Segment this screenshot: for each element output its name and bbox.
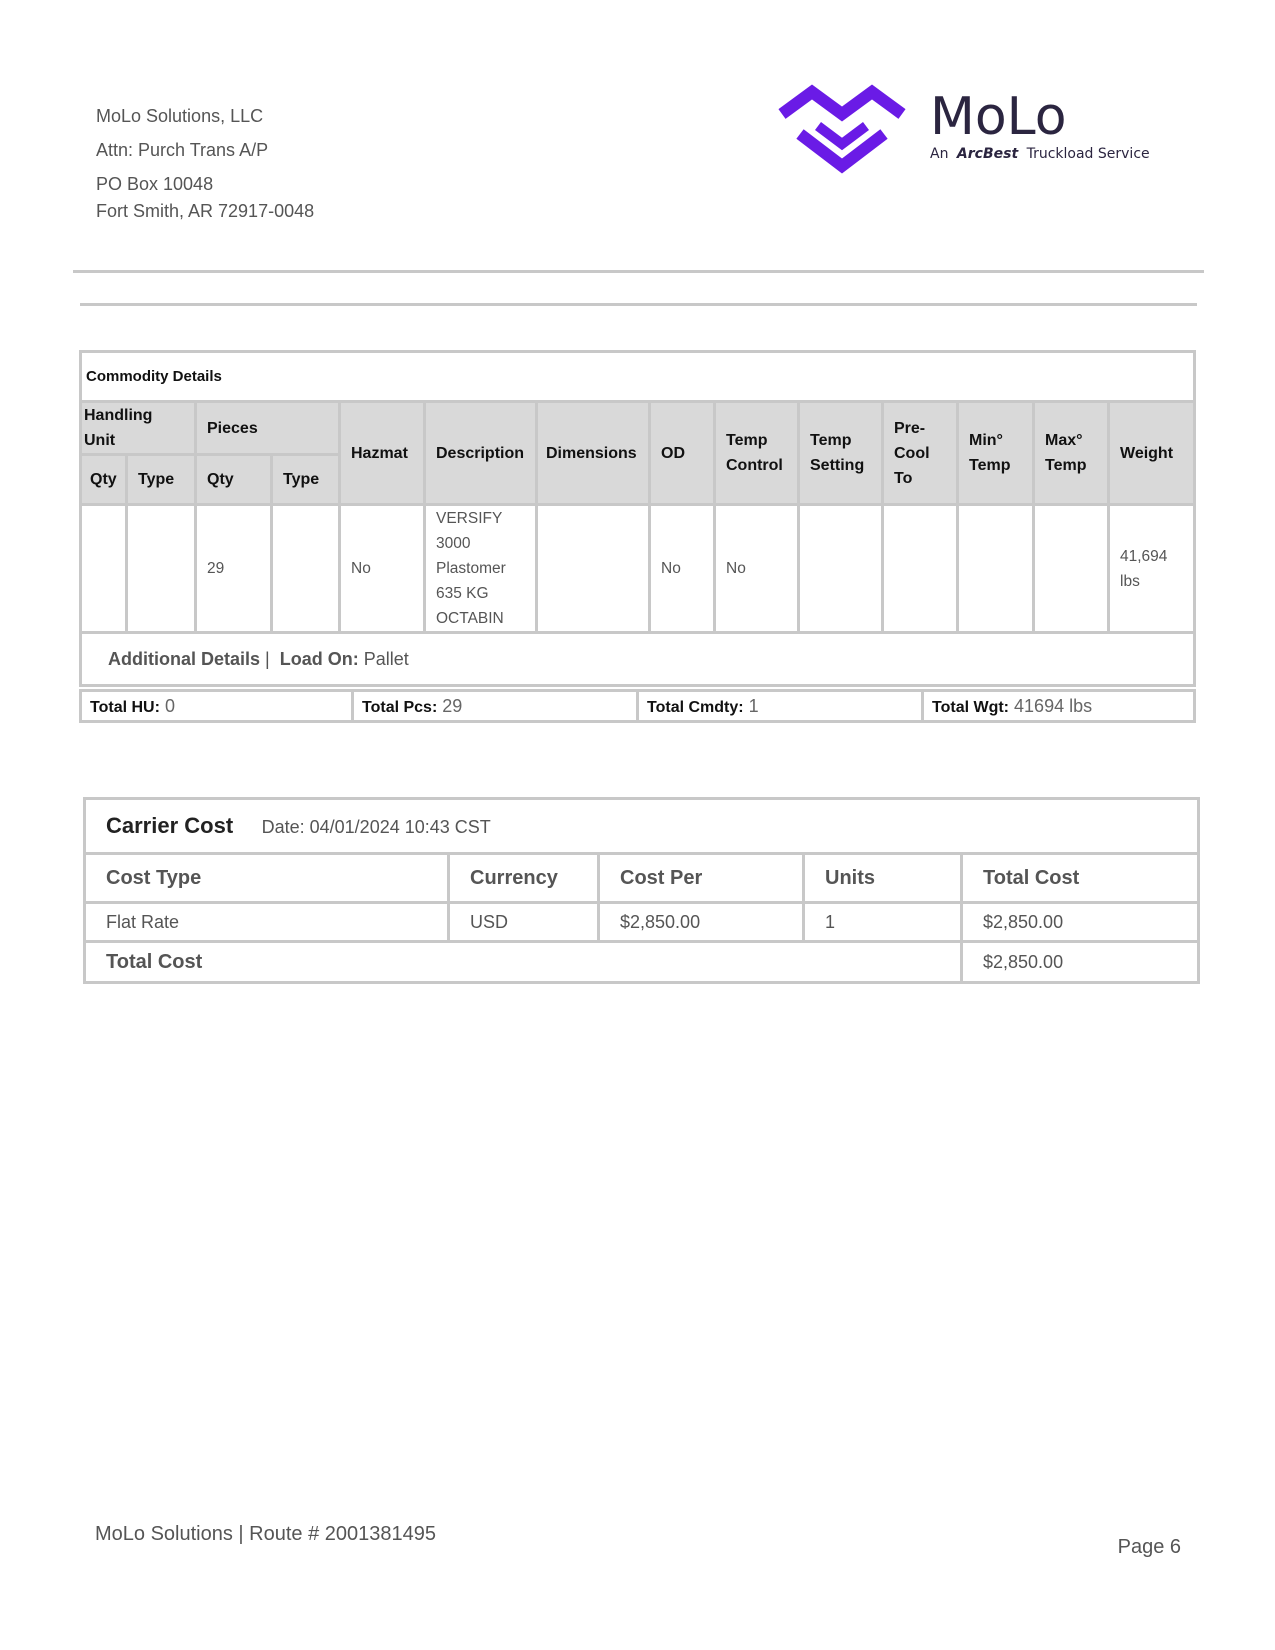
molo-logo [776, 84, 1156, 179]
total-pcs [353, 691, 638, 722]
header-dimensions: Dimensions [537, 402, 650, 505]
header-pre-cool-to: Pre- Cool To [883, 402, 958, 505]
additional-details-label: Additional Details [108, 648, 261, 669]
total-wgt-label: Total Wgt: [932, 698, 1010, 716]
cell-total-cost: $2,850.00 [962, 903, 1199, 942]
commodity-totals [79, 689, 1196, 723]
header-description: Description [425, 402, 537, 505]
cell-dimensions [537, 505, 650, 633]
cell-hazmat: No [340, 505, 425, 633]
header-currency: Currency [449, 854, 599, 903]
header-od: OD [650, 402, 715, 505]
header-hu-qty: Qty [81, 455, 127, 505]
cell-od: No [650, 505, 715, 633]
logo-tagline-prefix: An [930, 146, 949, 162]
total-hu-label: Total HU: [90, 698, 160, 716]
header-units: Units [804, 854, 962, 903]
cell-cost-per: $2,850.00 [599, 903, 804, 942]
additional-details [81, 633, 1195, 686]
cell-pcs-type [272, 505, 340, 633]
page-number: Page 6 [1117, 1536, 1181, 1558]
header-temp-control: Temp Control [715, 402, 799, 505]
address-company: MoLo Solutions, LLC [96, 106, 264, 126]
logo-wordmark: MoLo [930, 87, 1067, 147]
cell-temp-setting [799, 505, 883, 633]
total-hu-value: 0 [164, 695, 175, 716]
cell-pre-cool-to [883, 505, 958, 633]
cell-hu-qty [81, 505, 127, 633]
address-attn: Attn: Purch Trans A/P [96, 140, 269, 160]
header-divider [73, 270, 1204, 273]
total-cost-value: $2,850.00 [962, 942, 1199, 983]
commodity-details-table [79, 350, 1196, 687]
cell-units: 1 [804, 903, 962, 942]
address-city: Fort Smith, AR 72917-0048 [96, 201, 315, 221]
total-hu [81, 691, 353, 722]
header-cost-per: Cost Per [599, 854, 804, 903]
molo-logo-mark [782, 92, 902, 166]
header-hu-type: Type [127, 455, 196, 505]
total-pcs-label: Total Pcs: [362, 698, 438, 716]
header-cost-type: Cost Type [85, 854, 449, 903]
cell-max-temp [1034, 505, 1109, 633]
cell-min-temp [958, 505, 1034, 633]
section-divider [80, 303, 1197, 306]
commodity-row [81, 505, 1195, 633]
logo-tagline [930, 146, 1150, 162]
total-wgt-value: 41694 lbs [1014, 695, 1093, 716]
footer-route: MoLo Solutions | Route # 2001381495 [95, 1523, 437, 1545]
header-hazmat: Hazmat [340, 402, 425, 505]
header-temp-setting: Temp Setting [799, 402, 883, 505]
total-cmdty-label: Total Cmdty: [647, 698, 744, 716]
load-on-label: Load On: [279, 648, 359, 669]
additional-details-separator: | [265, 648, 270, 669]
load-on-value: Pallet [363, 648, 409, 669]
cell-cost-type: Flat Rate [85, 903, 449, 942]
header-weight: Weight [1109, 402, 1195, 505]
logo-tagline-suffix: Truckload Service [1026, 146, 1150, 162]
cell-currency: USD [449, 903, 599, 942]
total-cmdty [638, 691, 923, 722]
header-pcs-type: Type [272, 455, 340, 505]
total-wgt [923, 691, 1195, 722]
carrier-cost-date: Date: 04/01/2024 10:43 CST [261, 817, 491, 837]
cell-temp-control: No [715, 505, 799, 633]
address-po-box: PO Box 10048 [96, 174, 214, 194]
cell-weight: 41,694 lbs [1109, 505, 1195, 633]
cell-hu-type [127, 505, 196, 633]
logo-tagline-brand: ArcBest [956, 146, 1019, 162]
header-pieces: Pieces [196, 402, 340, 455]
total-pcs-value: 29 [442, 695, 463, 716]
carrier-cost-title: Carrier Cost [106, 813, 234, 838]
header-total-cost: Total Cost [962, 854, 1199, 903]
header-handling-unit: Handling Unit [81, 402, 196, 455]
header-max-temp: Max° Temp [1034, 402, 1109, 505]
carrier-cost-header [85, 799, 1199, 854]
cost-row [85, 903, 1199, 942]
total-cmdty-value: 1 [748, 695, 759, 716]
total-cost-label: Total Cost [85, 942, 962, 983]
cell-description: VERSIFY 3000 Plastomer 635 KG OCTABIN [425, 505, 537, 633]
cell-pcs-qty: 29 [196, 505, 272, 633]
commodity-details-title: Commodity Details [81, 352, 1195, 402]
header-pcs-qty: Qty [196, 455, 272, 505]
carrier-cost-table [83, 797, 1200, 984]
header-min-temp: Min° Temp [958, 402, 1034, 505]
